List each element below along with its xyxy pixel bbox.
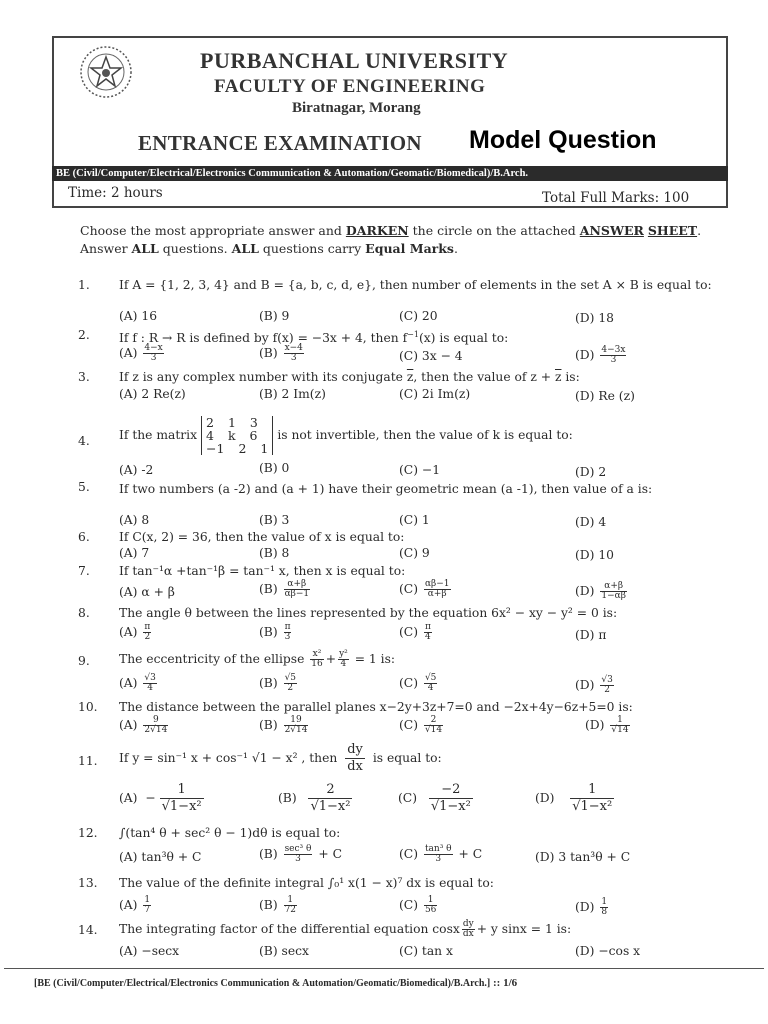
exam-time: Time: 2 hours — [68, 185, 163, 201]
footer-divider — [4, 968, 764, 969]
page-number: :: 1/6 — [490, 977, 518, 989]
program-band — [52, 166, 728, 181]
university-name: PURBANCHAL UNIVERSITY — [200, 48, 509, 73]
instructions: Choose the most appropriate answer and DARKEN the circle on the attached ANSWER SHEET. Answer ALL questions. ALL questions carry Equal Marks. — [80, 223, 702, 256]
page-footer: [BE (Civil/Computer/Electrical/Electronics Communication & Automation/Geomatic/Biomedical)/B.Arch.] :: 1/6 — [34, 977, 518, 989]
exam-page: PURBANCHAL UNIVERSITY FACULTY OF ENGINEERING Biratnagar, Morang ENTRANCE EXAMINATION Model Question BE (Civil/Computer/Electrical/Electronics Communication & Automation/Geomatic/Biomedical)/B.Arch. Time: 2 hours Total Full Marks: 100 Choose the most appropriate answer and DARKEN the circle on the attached ANSWER SHEET. Answer ALL questions. ALL questions carry Equal Marks. 1. If A = {1, 2, 3, 4} and B = {a, b, c, d, e}, then number of elements in the set A × B is equal to: (A) 16 (B) 9 (C) 20 (D) 18 2. If f : R → R is defined by f(x) = −3x + 4, then $f^{-1}(x)$ is equal to: (A) $\frac{4-x}{3}$ (B) $\frac{x-4}{3}$ (C) 3x − 4 (D) $\frac{4-3x}{3}$ 3. If z is any complex number with its conjugate $\overline{z}$, then the value of $z + \overline{z}$ is: (A) 2 Re(z) (B) 2 Im(z) (C) 2i Im(z) (D) Re (z) 4. If the matrix 2 1 3 4 k 6 −1 2 1 is not invertible, then the value of k is equal to: (A) -2 (B) 0 (C) −1 (D) 2 5. If two numbers (a -2) and (a + 1) have their geometric mean (a -1), then value of a is: (A) 8 (B) 3 (C) 1 (D) 4 6. If C(x, 2) = 36, then the value of x is equal to: (A) 7 (B) 8 (C) 9 (D) 10 7. If tan⁻¹α +tan⁻¹β = tan⁻¹ x, then x is equal to: (A) α + β (B) $\frac{\alpha+\beta}{\alpha\beta-1}$ (C) $\frac{\alpha\beta-1}{\alpha+\beta}$ (D) $\frac{\alpha+\beta}{1-\alpha\beta}$ 8. The angle θ between the lines represented by the equation 6x² − xy − y² = 0 is: (A) $\frac{\pi}{2}$ (B) $\frac{\pi}{3}$ (C) $\frac{\pi}{4}$ (D) π 9. The eccentricity of the ellipse $\frac{\text{x²}}{16}$ + $\frac{\text{y²}}{4}$ = 1 is: (A) $\frac{√3}{4}$ (B) $\frac{√5}{2}$ (C) $\frac{√5}{4}$ (D) $\frac{√3}{2}$ 10. The distance between the parallel planes x−2y+3z+7=0 and −2x+4y−6z+5=0 is: (A) $\frac{9}{2√14}$ (B) $\frac{19}{2√14}$ (C) $\frac{2}{√14}$ (D) $\frac{1}{√14}$ 11. If y = sin⁻¹ x + cos⁻¹ √1 − x² , then $\frac{dy}{dx}$ is equal to: (A) − $\frac{1}{\text{√1−x²}}$ (B) $\frac{2}{\text{√1−x²}}$ (C) $\frac{-2}{\text{√1−x²}}$ (D) $\frac{1}{\text{√1−x²}}$ 12. ∫(tan⁴ θ + sec² θ − 1)dθ is equal to: (A) tan³θ + C (B) $\frac{\text{sec³ θ}}{3}$ + C (C) $\frac{\text{tan³ θ}}{3}$ + C (D) 3 tan³θ + C 13. The value of the definite integral ∫₀¹ x(1 − x)⁷ dx is equal to: (A) $\frac{1}{7}$ (B) $\frac{1}{72}$ (C) $\frac{1}{56}$ (D) $\frac{1}{8}$ 14. The integrating factor of the differential equation cosx $\frac{dy}{dx}$ + y sinx = 1 is: (A) −secx (B) secx (C) tan x (D) −cos x [BE (Civil/Computer/Electrical/Electronics Communication & Automation/Geomatic/Biomedical)/B.Arch.] :: 1/6 — [0, 0, 768, 1024]
matrix: 2 1 3 4 k 6 −1 2 1 — [201, 416, 273, 455]
faculty-name: FACULTY OF ENGINEERING — [214, 76, 486, 97]
exam-title: ENTRANCE EXAMINATION — [138, 131, 422, 155]
full-marks: Total Full Marks: 100 — [542, 190, 690, 206]
university-seal-icon — [78, 44, 134, 100]
program-list: BE (Civil/Computer/Electrical/Electronics Communication & Automation/Geomatic/Biomedical)/B.Arch. — [56, 168, 529, 179]
model-question-label: Model Question — [469, 126, 657, 154]
location: Biratnagar, Morang — [292, 100, 421, 116]
